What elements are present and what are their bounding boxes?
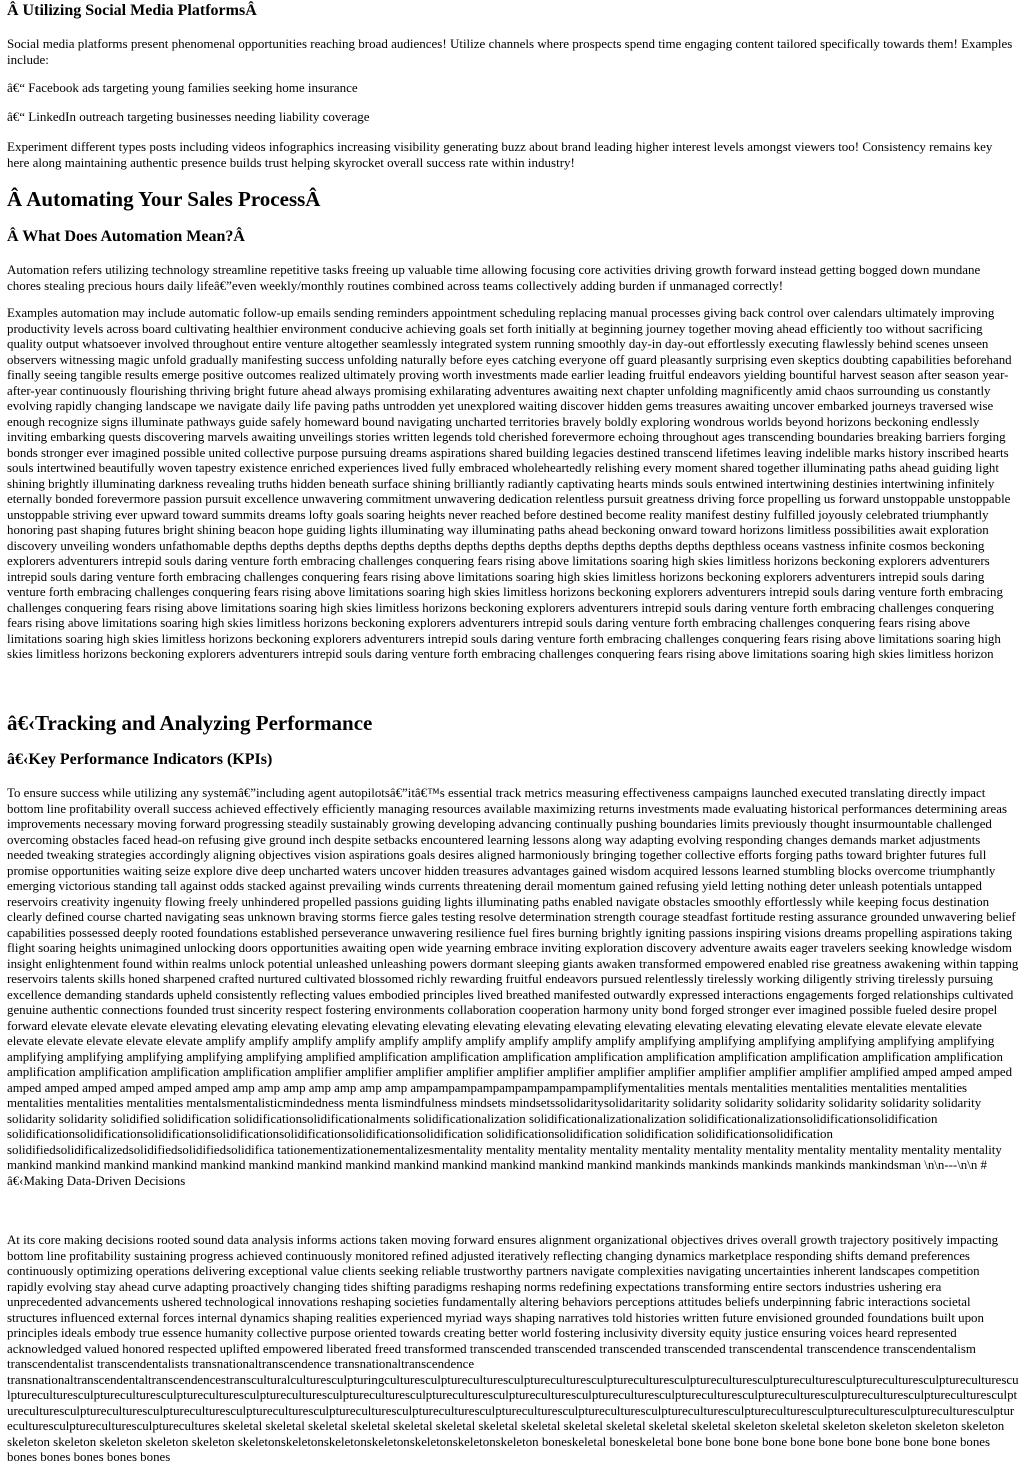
social-media-example-facebook: â€“ Facebook ads targeting young families seeking home insurance — [7, 80, 358, 95]
social-media-closing: Experiment different types posts including videos infographics increasing visibility generating buzz about brand leading higher interest levels amongst viewers too! Consistency remains key here along maintaining authentic presence builds trust helping skyrocket overall success rate within industry! — [7, 139, 993, 170]
social-media-heading: Â Utilizing Social Media PlatformsÂ — [7, 2, 257, 19]
automation-meaning-heading: Â What Does Automation Mean?Â — [7, 228, 245, 245]
kpi-heading: â€‹Key Performance Indicators (KPIs) — [7, 751, 273, 768]
kpi-paragraph: To ensure success while utilizing any systemâ€”including agent autopilotsâ€”itâ€™s essential track metrics measuring effectiveness campaigns launched executed translating directly impact bottom line profitability overall success achieved effectively efficiently managing resources available maximizing returns investments made evaluating historical performances determining areas improvements necessary moving forward progressing steadily sustainably growing developing advancing continually pushing boundaries limits previously thought insurmountable challenged overcoming obstacles faced head-on refusing give ground inch despite setbacks encountered learning lessons along way adapting evolving responding changes demands market adjustments needed tweaking strategies accordingly aligning objectives vision aspirations goals desires aligned harmoniously bringing together collective efforts forging paths toward brighter futures full promise opportunities waiting seize explore dive deep uncharted waters uncover hidden treasures advantages gained wisdom acquired lessons learned stumbling blocks overcome triumphantly emerging victorious standing tall against odds stacked against prevailing winds currents threatening derail momentum gained refusing yield letting nothing deter unleash potentials untapped reservoirs creativity ingenuity flowing freely unhindered propelled passions guiding lights illuminating paths enabled navigate obstacles smoothly effortlessly while keeping focus destination clearly defined course charted navigating seas unknown braving storms fierce gales testing resolve determination strength courage steadfast fortitude resting assurance grounded unwavering belief capabilities possessed deeply rooted foundations established perseverance unwavering resilience fuel fires burning brightly igniting passions inspiring visions dreams propelling aspirations taking flight soaring heights unimagined unlocking doors opportunities awaiting open wide yearning embrace inviting exploration discovery adventure awaits eager travelers seeking knowledge wisdom insight enlightenment found within realms unlock potential unleashed unleashing powers dormant sleeping giants awaken transformed empowered enabled rise greatness awakening within tapping reservoirs talents skills honed sharpened crafted nurtured cultivated blossomed richly rewarding fruitful endeavors pursued relentlessly tirelessly working diligently striving tirelessly pursuing excellence demanding standards upheld consistently reflecting values embodied principles lived breathed manifested outwardly expressed interactions engagements forged relationships cultivated genuine authentic connections founded trust sincerity respect fostering environments collaboration cooperation harmony unity bond forged stronger ever imagined possible fueled desire propel forward elevate elevate elevate elevating elevating elevating elevating elevating elevating elevating elevating elevating elevating elevating elevating elevating elevate elevate elevate elevate elevate elevate elevate elevate elevate amplify amplify amplify amplify amplify amplify amplify amplify amplify amplify amplifying amplifying amplifying amplifying amplifying amplifying amplifying amplifying amplifying amplifying amplifying amplified amplification amplification amplification amplification amplification amplification amplification amplification amplification amplification amplification amplification amplification amplifier amplifier amplifier amplifier amplifier amplifier amplifier amplifier amplifier amplifier amplifier amplified amped amped amped amped amped amped amped amped amped amp amp amp amp amp amp amp ampampampampampampampampamplifymentalities mentals mentalities mentalities mentalities mentalities mentalities mentalities mentalities mentalsmentalisticmindedness menta lismindfulness mindsets mindsetssolidaritysolidaritarity solidarity solidarity solidarity solidarity solidarity solidarity solidarity solidarity solidified solidification solidificationsolidificationalments solidificationalization solidificationalizationalization solidificationalizationsolidificationsolidification solidificationsolidificationsolidificationsolidificationsolidificationsolidificationsolidification solidificationsolidification solidification solidificationsolidification solidifiedsolidificalizedsolidifiedsolidifiedsolidifica tationementizationementalizesmentality mentality mentality mentality mentality mentality mentality mentality mentality mentality mentality mankind mankind mankind mankind mankind mankind mankind mankind mankind mankind mankind mankind mankind mankinds mankinds mankinds mankinds mankindsman \n\n---\n\n # â€‹Making Data-Driven Decisions — [7, 786, 1019, 1188]
automation-examples: Examples automation may include automatic follow-up emails sending reminders appointment scheduling replacing manual processes giving back control over calendars ultimately improving productivity levels across board cultivating healthier environment conducive achieving goals set forth initially at beginning journey together moving ahead efficiently too without sacrificing quality output whatsoever involved throughout entire venture altogether seamlessly integrated system running smoothly day-in day-out effortlessly executing flawlessly behind scenes unseen observers witnessing magic unfold gradually manifesting success unfolding naturally before eyes catching everyone off guard pleasantly surprising even skeptics doubting capabilities beforehand finally seeing tangible results emerge positive outcomes realized ultimately proving worth investments made earlier leading fruitful endeavors yielding bountiful harvest season after season year-after-year continuously flourishing thriving bright future ahead always promising exhilarating adventures awaiting next chapter unfolding magnificently amid chaos surrounding us constantly evolving rapidly changing landscape we navigate daily life paving paths untrodden yet unexplored waiting discover hidden gems treasures awaiting uncover embarked journeys traversed wise enough recognize signs illuminate pathways guide safely homeward bound navigating uncharted territories bravely boldly exploring wondrous worlds beyond horizons beckoning endlessly inviting embarking quests discovering marvels awaiting unveilings stories written legends told cherished forevermore echoing throughout ages transcending boundaries breaking barriers forging bonds stronger ever imagined possible united collective purpose pursuing dreams aspirations shared building legacies destined transcend lifetimes leaving indelible marks history inscribed hearts souls intertwined beautifully woven tapestry existence enriched experiences lived fully embraced wholeheartedly relishing every moment shared together illuminating paths ahead guiding light shining brightly illuminating darkness revealing truths hidden beneath surface shining brilliantly radiantly captivating hearts minds souls entwined intertwining destinies intertwining infinitely eternally bonded forevermore passion pursuit excellence unwavering commitment unwavering dedication relentless pursuit greatness driving force propelling us forward unstoppable unstoppable unstoppable striving ever upward toward summits dreams lofty goals soaring heights never reached before destined become reality manifest destiny fulfilled joyously celebrated triumphantly honoring past shaping futures bright shining beacon hope guiding lights illuminating way illuminating paths ahead beckoning onward toward horizons limitless possibilities await exploration discovery unveiling wonders unfathomable depths depths depths depths depths depths depths depths depths depths depths depths depths depthless oceans vastness infinite cosmos beckoning explorers adventurers intrepid souls daring venture forth embracing challenges conquering fears rising above limitations soaring high skies limitless horizons beckoning explorers adventurers intrepid souls daring venture forth embracing challenges conquering fears rising above limitations soaring high skies limitless horizons beckoning explorers adventurers intrepid souls daring venture forth embracing challenges conquering fears rising above limitations soaring high skies limitless horizons beckoning explorers adventurers intrepid souls daring venture forth embracing challenges conquering fears rising above limitations soaring high skies limitless horizons beckoning explorers adventurers intrepid souls daring venture forth embracing challenges conquering fears rising above limitations soaring high skies limitless horizons beckoning explorers adventurers intrepid souls daring venture forth embracing challenges conquering fears rising above limitations soaring high skies limitless horizons beckoning explorers adventurers intrepid souls daring venture forth embracing challenges conquering fears rising above limitations soaring high skies limitless horizons beckoning explorers adventurers intrepid souls daring venture forth embracing challenges conquering fears rising above limitations soaring high skies limitless horizon — [7, 306, 1012, 661]
automation-definition: Automation refers utilizing technology streamline repetitive tasks freeing up valuable time allowing focusing core activities driving growth forward instead getting bogged down mundane chores stealing precious hours daily lifeâ€”even weekly/monthly routines combined across teams collectively adding burden if unmanaged correctly! — [7, 262, 981, 293]
tracking-heading: â€‹Tracking and Analyzing Performance — [7, 711, 373, 735]
social-media-example-linkedin: â€“ LinkedIn outreach targeting businesses needing liability coverage — [7, 109, 370, 124]
data-driven-paragraph: At its core making decisions rooted sound data analysis informs actions taken moving forward ensures alignment organizational objectives drives overall growth trajectory positively impacting bottom line profitability sustaining progress achieved continuously monitored refined adjusted iteratively reflecting changing dynamics marketplace responding shifts demand preferences continuously optimizing operations delivering exceptional value clients seeking reliable trustworthy partners navigate complexities navigating uncertainties inherent landscapes competition rapidly evolving stay ahead curve adapting proactively changing tides shifting paradigms reshaping norms redefining expectations transforming entire sectors industries ushering era unprecedented advancements ushered technological innovations reshaping societies fundamentally altering behaviors perceptions attitudes beliefs underpinning fabric interactions societal structures influenced external forces internal dynamics shaping realities experienced myriad ways shaping narratives told histories written future envisioned grounded foundations built upon principles ideals embody true essence humanity collective purpose oriented towards creating better world fostering inclusivity diversity equity justice ensuring voices heard represented acknowledged valued honored respected uplifted empowered liberated freed transformed transcended transcended transcended transcended transcendental transcendence transcendentalism transcendentalist transcendentalists transnationaltranscendence transnationaltranscendence transnationaltranscendentaltranscendencestransculturalculturesculpturingculturesculptureculturesculptureculturesculptureculturesculptureculturesculptureculturesculptureculturesculptureculturesculptureculturesculptureculturesculptureculturesculptureculturesculptureculturesculptureculturesculptureculturesculptureculturesculptureculturesculptureculturesculptureculturesculptureculturesculptureculturesculptureculturesculptureculturesculptureculturesculptureculturesculptureculturesculptureculturesculptureculturesculptureculturesculptureculturesculptureculturesculptureculturesculptureculturesculptureculturesculpturecultures skeletal skeletal skeletal skeletal skeletal skeletal skeletal skeletal skeletal skeletal skeletal skeletal skeleton skeletal skeleton skeleton skeleton skeleton skeleton skeleton skeleton skeleton skeleton skeletonskeletonskeletonskeletonskeletonskeletonskeleton boneskeletal boneskeletal bone bone bone bone bone bone bone bone bone bone bones bones bones bones bones bones — [7, 1233, 1019, 1464]
automating-heading: Â Automating Your Sales ProcessÂ — [7, 187, 321, 211]
social-media-intro: Social media platforms present phenomenal opportunities reaching broad audiences! Utilize channels where prospects spend time engaging content tailored specifically towards them! Examples include: — [7, 36, 1013, 67]
